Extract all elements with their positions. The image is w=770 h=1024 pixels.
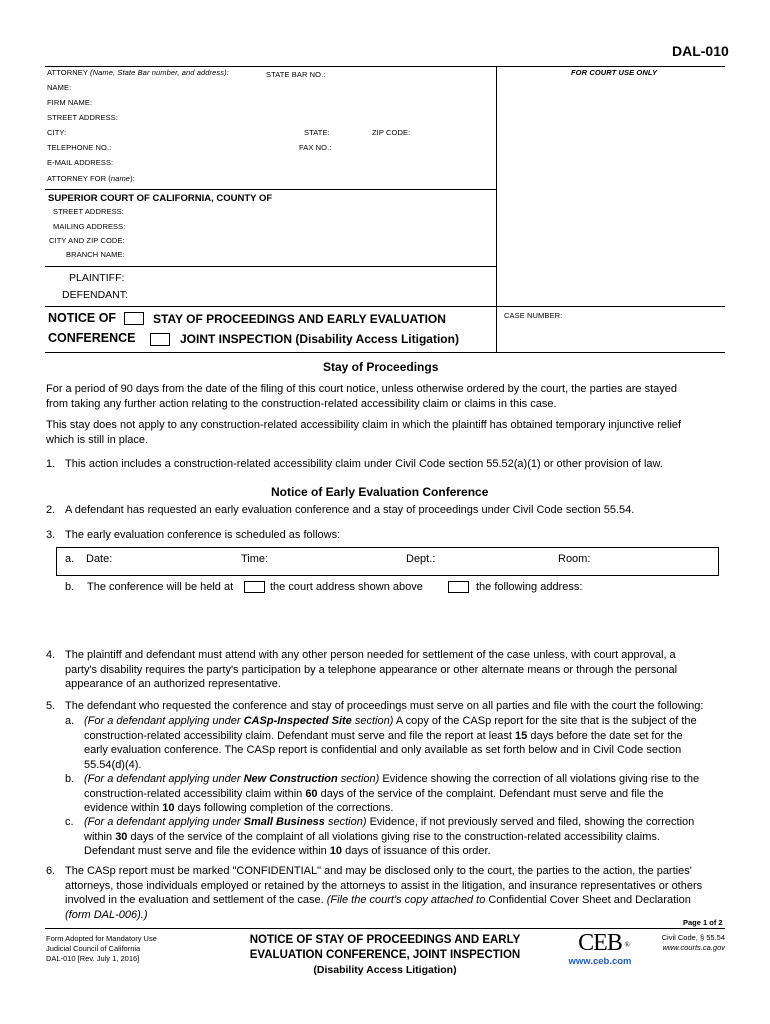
page-number: Page 1 of 2 (683, 918, 723, 927)
item5c-text: (For a defendant applying under Small Business section) Evidence, if not previously served and filed, showing the correction within 30 days of the service of the complaint of all violations giving rise to the construction-related accessibility claims. Defendant must serve and file the evidence within 10 days of issuance of this order. (84, 816, 695, 857)
footer-title: NOTICE OF STAY OF PROCEEDINGS AND EARLY EVALUATION CONFERENCE, JOINT INSPECTION (Disability Access Litigation) (249, 934, 521, 976)
held-at-text: The conference will be held at (87, 581, 234, 593)
footer-rule (45, 928, 725, 929)
item4-number: 4. (46, 649, 56, 661)
email-label[interactable]: E-MAIL ADDRESS: (47, 158, 114, 167)
case-number-label[interactable]: CASE NUMBER: (504, 311, 563, 320)
item3-number: 3. (46, 529, 56, 541)
header-bottom-border (45, 352, 725, 353)
court-branch-label[interactable]: BRANCH NAME: (66, 250, 125, 259)
item5a-text: (For a defendant applying under CASp-Inspected Site section) A copy of the CASp report for the site that is the subject of the construction-related accessibility claim. Defendant must serve and file the report at least 15 days before the date set for the early evaluation conference. The CASp report is confidential and only available as set forth below and in Civil Code section 55.54(d)(4). (84, 715, 697, 771)
court-street-label[interactable]: STREET ADDRESS: (53, 207, 124, 216)
item5c-label: c. (65, 816, 74, 828)
ceb-logo: CEB ® www.ceb.com (560, 930, 640, 967)
schedule-a-label: a. (65, 553, 75, 565)
court-address-option: the court address shown above (270, 581, 423, 593)
time-label[interactable]: Time: (241, 553, 269, 565)
state-bar-label: STATE BAR NO.: (266, 70, 326, 79)
ceb-url[interactable]: www.ceb.com (568, 956, 632, 967)
conference-label: CONFERENCE (48, 331, 136, 345)
item5b-label: b. (65, 773, 75, 785)
schedule-box (56, 547, 719, 576)
firm-name-label[interactable]: FIRM NAME: (47, 98, 93, 107)
parties-box-bottom (45, 306, 725, 307)
form-adopted-block: Form Adopted for Mandatory Use Judicial Council of California DAL-010 [Rev. July 1, 2016] (46, 934, 157, 963)
joint-inspection-checkbox[interactable] (150, 333, 170, 346)
fax-label[interactable]: FAX NO.: (299, 143, 332, 152)
zip-code-label[interactable]: ZIP CODE: (372, 128, 411, 137)
room-label[interactable]: Room: (558, 553, 591, 565)
notice-of-label: NOTICE OF (48, 311, 117, 325)
item5b-text: (For a defendant applying under New Construction section) Evidence showing the correction of all violations giving rise to the construction-related accessibility claim within 60 days of the service of the complaint. Defendant must serve and file the evidence within 10 days following completion of the corrections. (84, 773, 700, 814)
state-label[interactable]: STATE: (304, 128, 330, 137)
name-label[interactable]: NAME: (47, 83, 72, 92)
joint-inspection-option: JOINT INSPECTION (Disability Access Litigation) (180, 332, 459, 346)
item4-text: The plaintiff and defendant must attend with any other person needed for settlement of the case unless, with court approval, a party's disability requires the party's participation by a telephone appearance or other alternate means or through the personal appearance of an authorized representative. (65, 649, 678, 690)
date-label[interactable]: Date: (86, 553, 113, 565)
stay-para1: For a period of 90 days from the date of the filing of this court notice, unless otherwise ordered by the court, the parties are stayed from taking any further action relating to the construction-related accessibility claim or claims in this case. (46, 383, 678, 410)
court-box-bottom (45, 266, 496, 267)
court-use-label: FOR COURT USE ONLY (571, 68, 658, 77)
court-address-checkbox[interactable] (244, 581, 265, 593)
plaintiff-label[interactable]: PLAINTIFF: (69, 272, 125, 284)
schedule-b-label: b. (65, 581, 75, 593)
attorney-label: ATTORNEY (Name, State Bar number, and address): (47, 68, 229, 77)
attorney-for-label[interactable]: ATTORNEY FOR (name): (47, 174, 135, 183)
court-mailing-label[interactable]: MAILING ADDRESS: (53, 222, 126, 231)
item6-text: The CASp report must be marked "CONFIDENTIAL" and may be disclosed only to the court, the parties to the action, the parties' attorneys, those individuals employed or retained by the attorneys to assist in the litigation, and insurance representatives or others involved in the evaluation and settlement of the case. (File the court's copy attached to Confidential Cover Sheet and Declaration (form DAL-006).) (65, 865, 703, 921)
item5-number: 5. (46, 700, 56, 712)
telephone-label[interactable]: TELEPHONE NO.: (47, 143, 112, 152)
following-address-checkbox[interactable] (448, 581, 469, 593)
defendant-label[interactable]: DEFENDANT: (62, 289, 128, 301)
header-top-border (45, 66, 725, 67)
item5a-label: a. (65, 715, 75, 727)
stay-proceedings-checkbox[interactable] (124, 312, 144, 325)
court-use-divider (496, 66, 497, 352)
street-address-label[interactable]: STREET ADDRESS: (47, 113, 118, 122)
dept-label[interactable]: Dept.: (406, 553, 436, 565)
item2-text: A defendant has requested an early evaluation conference and a stay of proceedings under Civil Code section 55.54. (65, 504, 635, 516)
item1-text: This action includes a construction-related accessibility claim under Civil Code section 55.52(a)(1) or other provision of law. (65, 458, 663, 470)
item3-text: The early evaluation conference is scheduled as follows: (65, 529, 341, 541)
civil-code-block: Civil Code, § 55.54 www.courts.ca.gov (620, 933, 725, 953)
stay-para2: This stay does not apply to any construction-related accessibility claim in which the plaintiff has obtained temporary injunctive relief which is still in place. (46, 419, 682, 446)
item1-number: 1. (46, 458, 56, 470)
stay-heading: Stay of Proceedings (323, 360, 439, 374)
attorney-box-bottom (45, 189, 496, 190)
court-city-zip-label[interactable]: CITY AND ZIP CODE: (49, 236, 125, 245)
early-heading: Notice of Early Evaluation Conference (271, 485, 489, 499)
court-title: SUPERIOR COURT OF CALIFORNIA, COUNTY OF (48, 193, 273, 204)
form-id: DAL-010 (672, 43, 729, 59)
item6-number: 6. (46, 865, 56, 877)
item2-number: 2. (46, 504, 56, 516)
item5-intro: The defendant who requested the conference and stay of proceedings must serve on all parties and file with the court the following: (65, 700, 704, 712)
city-label[interactable]: CITY: (47, 128, 67, 137)
courts-url[interactable]: www.courts.ca.gov (662, 943, 725, 952)
stay-proceedings-option: STAY OF PROCEEDINGS AND EARLY EVALUATION (153, 312, 446, 326)
following-address-option: the following address: (476, 581, 583, 593)
